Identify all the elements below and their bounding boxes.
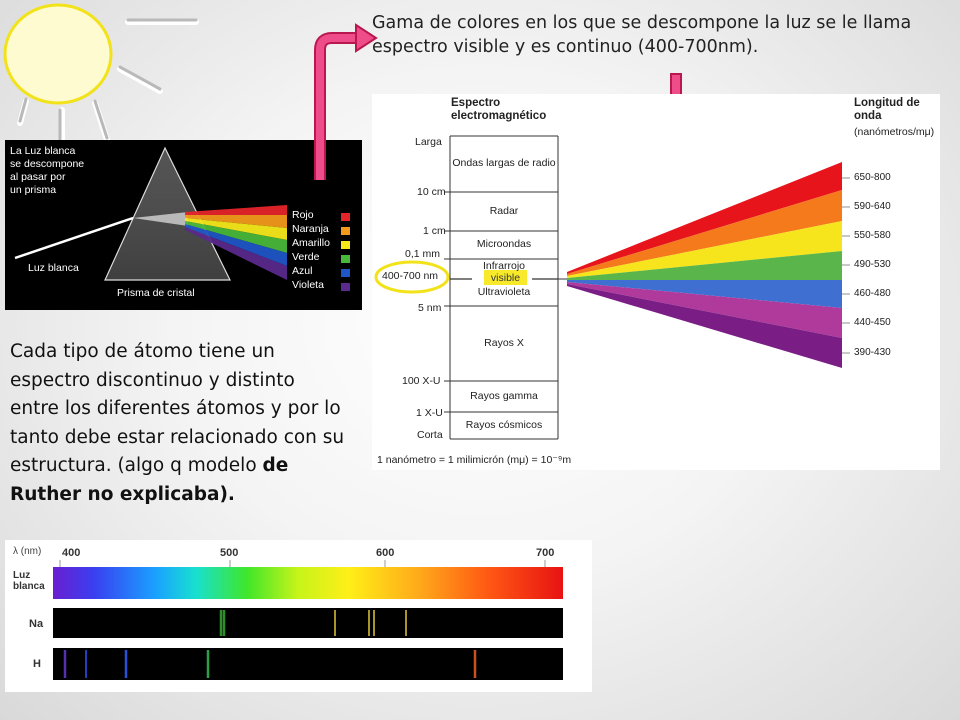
emission-spectra-chart bbox=[5, 540, 592, 692]
tick-label: 700 bbox=[536, 547, 555, 559]
swatch-violet bbox=[341, 283, 350, 291]
row-label-hydrogen: H bbox=[33, 658, 41, 670]
scale-label: 0,1 mm bbox=[405, 248, 441, 260]
color-label-yellow: Amarillo bbox=[292, 237, 330, 249]
band-label: Ultravioleta bbox=[477, 286, 531, 298]
scale-label: Corta bbox=[417, 429, 443, 441]
wavelength-unit: (nanómetros/mμ) bbox=[854, 126, 935, 138]
band-label: Rayos gamma bbox=[470, 390, 538, 402]
wavelength-range-green: 490-530 bbox=[854, 259, 891, 270]
em-spectrum-diagram bbox=[372, 94, 940, 470]
band-label: Rayos cósmicos bbox=[465, 419, 543, 431]
color-label-orange: Naranja bbox=[292, 223, 329, 235]
tick-label: 400 bbox=[62, 547, 81, 559]
wavelength-range-orange: 590-640 bbox=[854, 201, 891, 212]
scale-label: 100 X-U bbox=[402, 375, 441, 387]
tick-label: 500 bbox=[220, 547, 239, 559]
prism-intro-text: La Luz blanca se descompone al pasar por un prisma bbox=[10, 145, 85, 196]
tick-label: 600 bbox=[376, 547, 395, 559]
atom-spectrum-paragraph bbox=[10, 338, 345, 509]
swatch-green bbox=[341, 255, 350, 263]
color-label-blue: Azul bbox=[292, 265, 313, 277]
prism-label: Prisma de cristal bbox=[117, 287, 195, 299]
color-label-violet: Violeta bbox=[292, 279, 324, 291]
wavelength-range-blue: 460-480 bbox=[854, 288, 891, 299]
wavelength-range-magenta: 440-450 bbox=[854, 317, 891, 328]
scale-label: Larga bbox=[415, 136, 442, 148]
em-title: Espectro electromagnético bbox=[451, 97, 547, 122]
band-label: Rayos X bbox=[484, 337, 524, 349]
swatch-blue bbox=[341, 269, 350, 277]
row-label-white-light: Luz blanca bbox=[13, 570, 45, 592]
em-footnote: 1 nanómetro = 1 milimicrón (mμ) = 10⁻⁹m bbox=[377, 454, 572, 466]
band-label: Microondas bbox=[476, 238, 532, 250]
swatch-red bbox=[341, 213, 350, 221]
swatch-orange bbox=[341, 227, 350, 235]
band-label: Ondas largas de radio bbox=[452, 157, 556, 169]
visible-spectrum-caption: Gama de colores en los que se descompone la luz se le llama espectro visible y es continuo (400-700nm). bbox=[372, 13, 912, 57]
paragraph-text: Cada tipo de átomo tiene un espectro discontinuo y distinto entre los diferentes átomos y por lo tanto debe estar relacionado con su estructura. (algo q modelo bbox=[10, 341, 345, 476]
band-label-visible: visible bbox=[490, 272, 521, 284]
color-label-green: Verde bbox=[292, 251, 320, 263]
wavelength-header: Longitud de onda bbox=[854, 97, 920, 122]
emission-spectra-graphic bbox=[5, 540, 592, 692]
scale-label: 10 cm bbox=[417, 186, 446, 198]
em-spectrum-graphic bbox=[372, 94, 940, 470]
scale-label: 1 cm bbox=[423, 225, 446, 237]
white-light-label: Luz blanca bbox=[28, 262, 79, 274]
sun-illustration bbox=[0, 0, 200, 160]
scale-label-visible-range: 400-700 nm bbox=[382, 270, 439, 282]
band-label: Infrarrojo bbox=[482, 260, 525, 272]
band-label: Radar bbox=[489, 205, 519, 217]
swatch-yellow bbox=[341, 241, 350, 249]
color-label-red: Rojo bbox=[292, 209, 314, 221]
row-label-sodium: Na bbox=[29, 618, 44, 630]
paragraph-bold-text: de Ruther no explicaba). bbox=[10, 455, 289, 505]
wavelength-axis-label: λ (nm) bbox=[13, 546, 42, 557]
scale-label: 5 nm bbox=[418, 302, 442, 314]
wavelength-range-yellow: 550-580 bbox=[854, 230, 891, 241]
wavelength-range-violet: 390-430 bbox=[854, 347, 891, 358]
wavelength-range-red: 650-800 bbox=[854, 172, 891, 183]
scale-label: 1 X-U bbox=[416, 407, 443, 419]
